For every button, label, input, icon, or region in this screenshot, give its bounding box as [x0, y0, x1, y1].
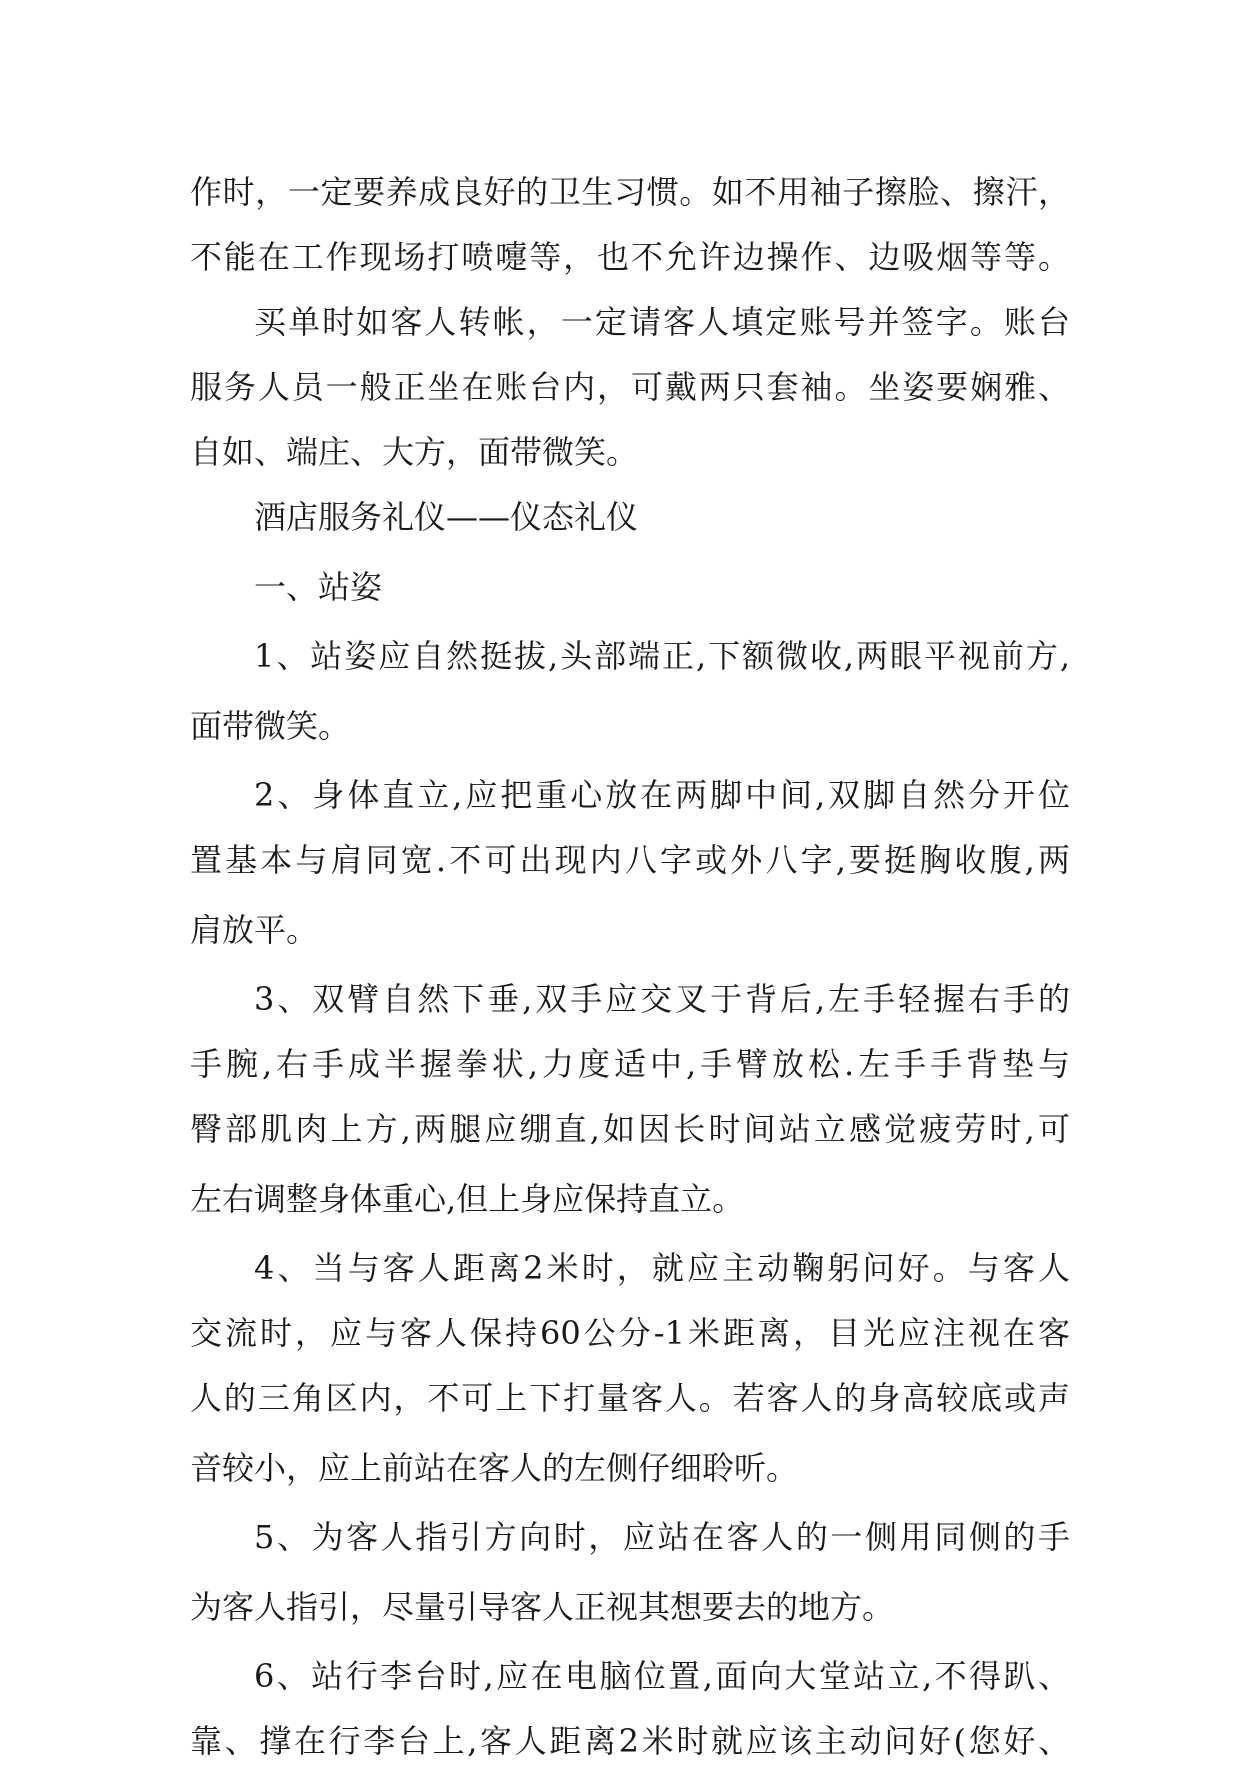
text-line: 2、身体直立,应把重心放在两脚中间,双脚自然分开位	[254, 776, 1070, 814]
text-line: 3、双臂自然下垂,双手应交叉于背后,左手轻握右手的	[254, 980, 1070, 1018]
text-line: 面带微笑。	[190, 707, 351, 745]
text-line: 人的三角区内，不可上下打量客人。若客人的身高较底或声	[190, 1379, 1070, 1417]
text-line: 手腕,右手成半握拳状,力度适中,手臂放松.左手手背垫与	[190, 1045, 1070, 1083]
subsection-heading: 一、站姿	[254, 568, 383, 606]
text-line: 臀部肌肉上方,两腿应绷直,如因长时间站立感觉疲劳时,可	[190, 1110, 1070, 1148]
section-heading: 酒店服务礼仪——仪态礼仪	[254, 498, 639, 536]
text-line: 为客人指引，尽量引导客人正视其想要去的地方。	[190, 1588, 895, 1626]
document-body	[190, 160, 1070, 1774]
text-line: 不能在工作现场打喷嚏等，也不允许边操作、边吸烟等等。	[190, 238, 1070, 276]
text-line: 6、站行李台时,应在电脑位置,面向大堂站立,不得趴、	[254, 1657, 1070, 1695]
text-line: 肩放平。	[190, 911, 319, 949]
text-line: 4、当与客人距离2米时，就应主动鞠躬问好。与客人	[254, 1249, 1070, 1287]
text-line: 作时，一定要养成良好的卫生习惯。如不用袖子擦脸、擦汗，	[190, 173, 1070, 211]
text-line: 自如、端庄、大方，面带微笑。	[190, 433, 639, 471]
text-line: 音较小，应上前站在客人的左侧仔细聆听。	[190, 1449, 799, 1487]
text-line: 置基本与肩同宽.不可出现内八字或外八字,要挺胸收腹,两	[190, 841, 1070, 879]
text-line: 靠、撑在行李台上,客人距离2米时就应该主动问好(您好、	[190, 1722, 1070, 1760]
text-line: 1、站姿应自然挺拔,头部端正,下额微收,两眼平视前方,	[254, 637, 1070, 675]
text-line: 买单时如客人转帐，一定请客人填定账号并签字。账台	[254, 303, 1070, 341]
text-line: 服务人员一般正坐在账台内，可戴两只套袖。坐姿要娴雅、	[190, 368, 1070, 406]
text-line: 交流时，应与客人保持60公分-1米距离，目光应注视在客	[190, 1314, 1070, 1352]
text-line: 左右调整身体重心,但上身应保持直立。	[190, 1180, 745, 1218]
text-line: 5、为客人指引方向时，应站在客人的一侧用同侧的手	[254, 1518, 1070, 1556]
